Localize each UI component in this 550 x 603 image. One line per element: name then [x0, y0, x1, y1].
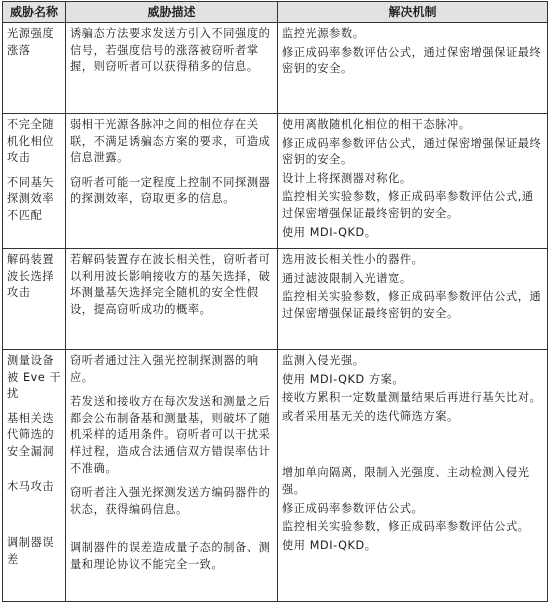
- solution-item: 或者采用基无关的迭代筛选方案。: [282, 409, 459, 423]
- solution-item: 增加单向隔离，限制入光强度、主动检测入侵光强。: [282, 466, 530, 496]
- header-threat-name: 威胁名称: [9, 5, 58, 19]
- solution-item: 接收方累积一定数量测量结果后再进行基矢比对。: [282, 391, 542, 405]
- table-header-row: [3, 1, 547, 23]
- solution-cell: [277, 114, 547, 248]
- solution-cell: [277, 249, 547, 349]
- header-threat-description: 威胁描述: [65, 2, 277, 22]
- threat-name-cell: [3, 23, 65, 113]
- threat-name: 解码装置波长选择攻击: [7, 253, 55, 300]
- solution-item: 使用 MDI-QKD。: [282, 538, 377, 552]
- solution-item: 监控相关实验参数，修正成码率参数评估公式，通过保密增强保证最终密钥的安全。: [282, 290, 542, 320]
- solution-item: 监控相关实验参数，修正成码率参数评估公式,通过保密增强保证最终密钥的安全。: [282, 190, 534, 220]
- solution-item: 修正成码率参数评估公式，通过保密增强保证最终密钥的安全。: [282, 136, 542, 167]
- threat-name: 不同基矢探测效率不匹配: [7, 175, 55, 222]
- solution-item: 修正成码率参数评估公式。: [282, 501, 424, 515]
- solution-item: 使用离散随机化相位的相干态脉冲。: [282, 118, 471, 131]
- solution-item: 设计上将探测器对称化。: [282, 171, 412, 185]
- threat-description-cell: [65, 249, 277, 349]
- solution-item: 修正成码率参数评估公式，通过保密增强保证最终密钥的安全。: [282, 45, 542, 76]
- solution-item: 通过滤波限制入光谱宽。: [282, 271, 412, 285]
- threat-name-cell: [3, 350, 65, 601]
- table-row-group: [3, 349, 547, 601]
- solution-cell: [277, 23, 547, 113]
- threat-description-cell: [65, 23, 277, 113]
- threat-description: 弱相干光源各脉冲之间的相位存在关联，不满足诱骗态方案的要求，可造成信息泄露。: [70, 118, 271, 165]
- table-row-group: [3, 23, 547, 113]
- threat-description-cell: [65, 114, 277, 248]
- solution-item: 监控光源参数。: [282, 27, 365, 40]
- solution-item: 使用 MDI-QKD。: [282, 225, 377, 239]
- table-row-group: [3, 248, 547, 349]
- threat-name-cell: [3, 114, 65, 248]
- threat-table: [2, 1, 548, 602]
- solution-item: 监控相关实验参数，修正成码率参数评估公式。: [282, 520, 530, 534]
- threat-description-cell: [65, 350, 277, 601]
- threat-description: 窃听者注入强光探测发送方编码器件的状态，获得编码信息。: [70, 486, 271, 516]
- threat-description: 诱骗态方法要求发送方引入不同强度的信号，若强度信号的涨落被窃听者掌握，则窃听者可以获得稍多的信息。: [70, 27, 271, 74]
- threat-name: 光源强度涨落: [7, 27, 55, 57]
- solution-cell: [277, 350, 547, 601]
- threat-description: 若发送和接收方在每次发送和测量之后都会公布制备基和测量基，则破坏了随机采样的适用条件。窃听者可以干扰采样过程，造成合法通信双方错误率估计不准确。: [70, 395, 271, 475]
- threat-name-cell: [3, 249, 65, 349]
- solution-item: 选用波长相关性小的器件。: [282, 253, 424, 266]
- table-row-group: [3, 113, 547, 248]
- threat-description: 窃听者通过注入强光控制探测器的响应。: [70, 354, 259, 384]
- threat-description: 窃听者可能一定程度上控制不同探测器的探测效率，窃取更多的信息。: [70, 175, 271, 206]
- threat-name: 基相关迭代筛选的安全漏洞: [7, 411, 55, 458]
- threat-name: 木马攻击: [7, 479, 55, 493]
- solution-item: 监测入侵光强。: [282, 354, 365, 367]
- threat-name: 测量设备被 Eve 干扰: [7, 354, 62, 401]
- threat-description: 若解码装置存在波长相关性，窃听者可以利用波长影响接收方的基矢选择，破坏测量基矢选择完全随机的安全性假设，提高窃听成功的概率。: [70, 253, 271, 316]
- threat-description: 调制器件的误差造成量子态的制备、测量和理论协议不能完全一致。: [70, 541, 271, 571]
- solution-item: 使用 MDI-QKD 方案。: [282, 372, 405, 386]
- threat-name: 不完全随机化相位攻击: [7, 118, 55, 165]
- header-solution: 解决机制: [277, 2, 547, 22]
- threat-name: 调制器误差: [7, 536, 55, 566]
